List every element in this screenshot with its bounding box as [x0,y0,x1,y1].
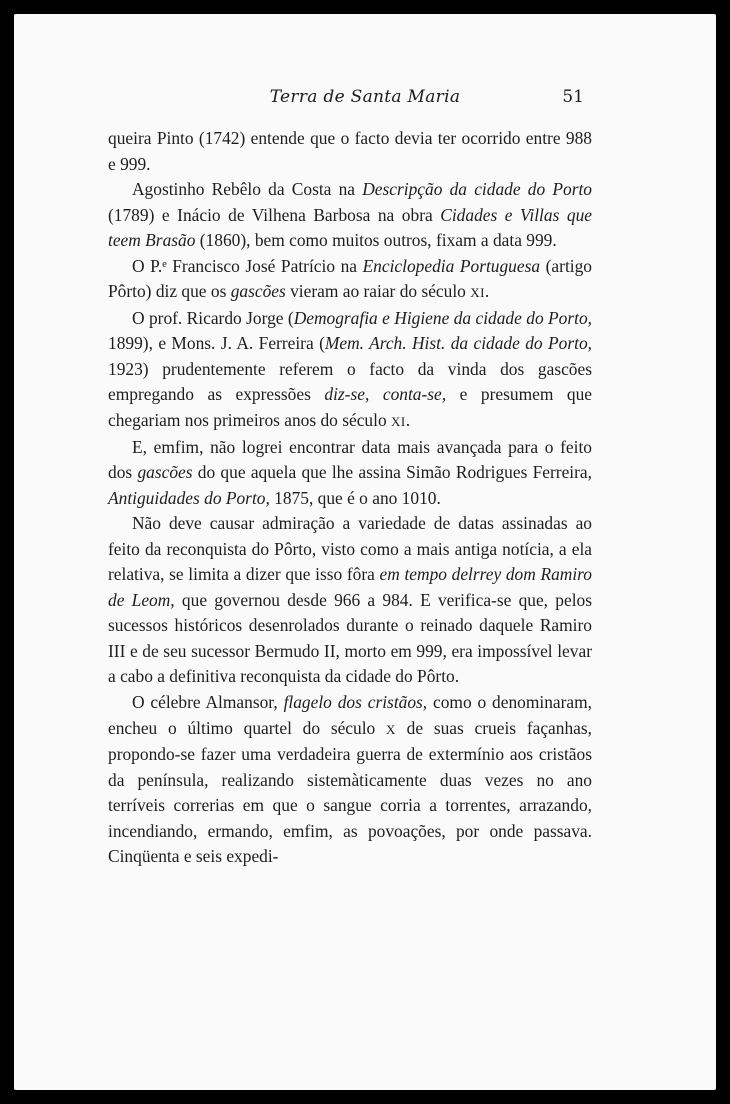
text-run: e presumem que chegariam nos primeiros anos do século [108,384,593,431]
text-run: O P.ᵉ Francisco José Patrício na [132,255,363,276]
text-run: 1899), e Mons. J. A. Ferreira ( [108,333,325,354]
italic-text: flagelo dos cristãos, [283,692,428,713]
body-text [108,126,592,870]
text-run: queira Pinto (1742) entende que o facto devia ter ocorrido entre 988 e 999. [108,128,592,174]
text-run: O prof. Ricardo Jorge ( [132,307,294,328]
text-run: de suas crueis façanhas, propondo-se fazer uma verdadeira guerra de extermínio aos cristãos da península, realizando sistemàticamente duas vezes no ano terríveis correrias em que o sangue corria a torrentes, arrazando, incendiando, ermando, emfim, as povoações, por onde passava. Cinqüenta e seis expedi- [108,717,593,867]
text-run: 1875, que é o ano 1010. [269,487,441,508]
italic-text: Antiguidades do Porto, [108,487,270,508]
paragraph [108,690,592,870]
italic-text: em tempo delrrey dom Ramiro de Leom, [108,564,592,610]
text-run: do que aquela que lhe assina Simão Rodrigues Ferreira, [192,462,592,483]
italic-text: gascões [230,281,286,302]
small-caps-numeral: XI [391,414,406,430]
text-run: que governou desde 966 a 984. E verifica-se que, pelos sucessos históricos desenrolados durante o reinado daquele Ramiro III e de seu sucessor Bermudo II, morto em 999, era impossível levar a cabo a definitiva reconquista da cidade do Pôrto. [108,589,592,687]
small-caps-numeral: X [386,721,396,737]
text-run: (1860), bem como muitos outros, fixam a data 999. [195,230,557,251]
text-run: (1789) e Inácio de Vilhena Barbosa na obra [108,204,441,225]
text-run: 1923) prudentemente referem o facto da vinda dos gascões empregando as expressões [108,358,592,405]
small-caps-numeral: XI [470,285,485,301]
text-run: como o denominaram, encheu o último quartel do século [108,692,592,738]
paragraph [108,177,592,254]
text-run: vieram ao raiar do século [285,281,471,302]
text-run: Agostinho Rebêlo da Costa na [132,179,363,200]
page-number: 51 [562,87,584,107]
italic-text: gascões [137,462,193,483]
running-head [14,87,716,111]
italic-text: Descripção da cidade do Porto [362,179,593,200]
italic-text: Mem. Arch. Hist. da cidade do Porto, [324,333,592,354]
paragraph [108,254,592,306]
running-title: Terra de Santa Maria [269,87,461,107]
text-run: . [484,281,490,302]
italic-text: diz-se, conta-se, [324,384,447,405]
paragraph [108,511,592,690]
paragraph [108,126,592,177]
book-page [14,14,716,1090]
italic-text: Cidades e Villas que teem Brasão [108,204,592,251]
paragraph [108,306,592,435]
text-run: O célebre Almansor, [132,692,284,713]
text-run: Não deve causar admiração a variedade de datas assinadas ao feito da reconquista do Pôrto, visto como a mais antiga notícia, a ela relativa, se limita a dizer que isso fôra [108,513,592,585]
paragraph [108,435,592,512]
text-run: . [405,410,411,431]
text-run: E, emfim, não logrei encontrar data mais avançada para o feito dos [108,436,592,483]
italic-text: Demografia e Higiene da cidade do Porto, [293,307,592,328]
italic-text: Enciclopedia Portuguesa [362,255,541,276]
text-run: (artigo Pôrto) diz que os [108,255,592,302]
